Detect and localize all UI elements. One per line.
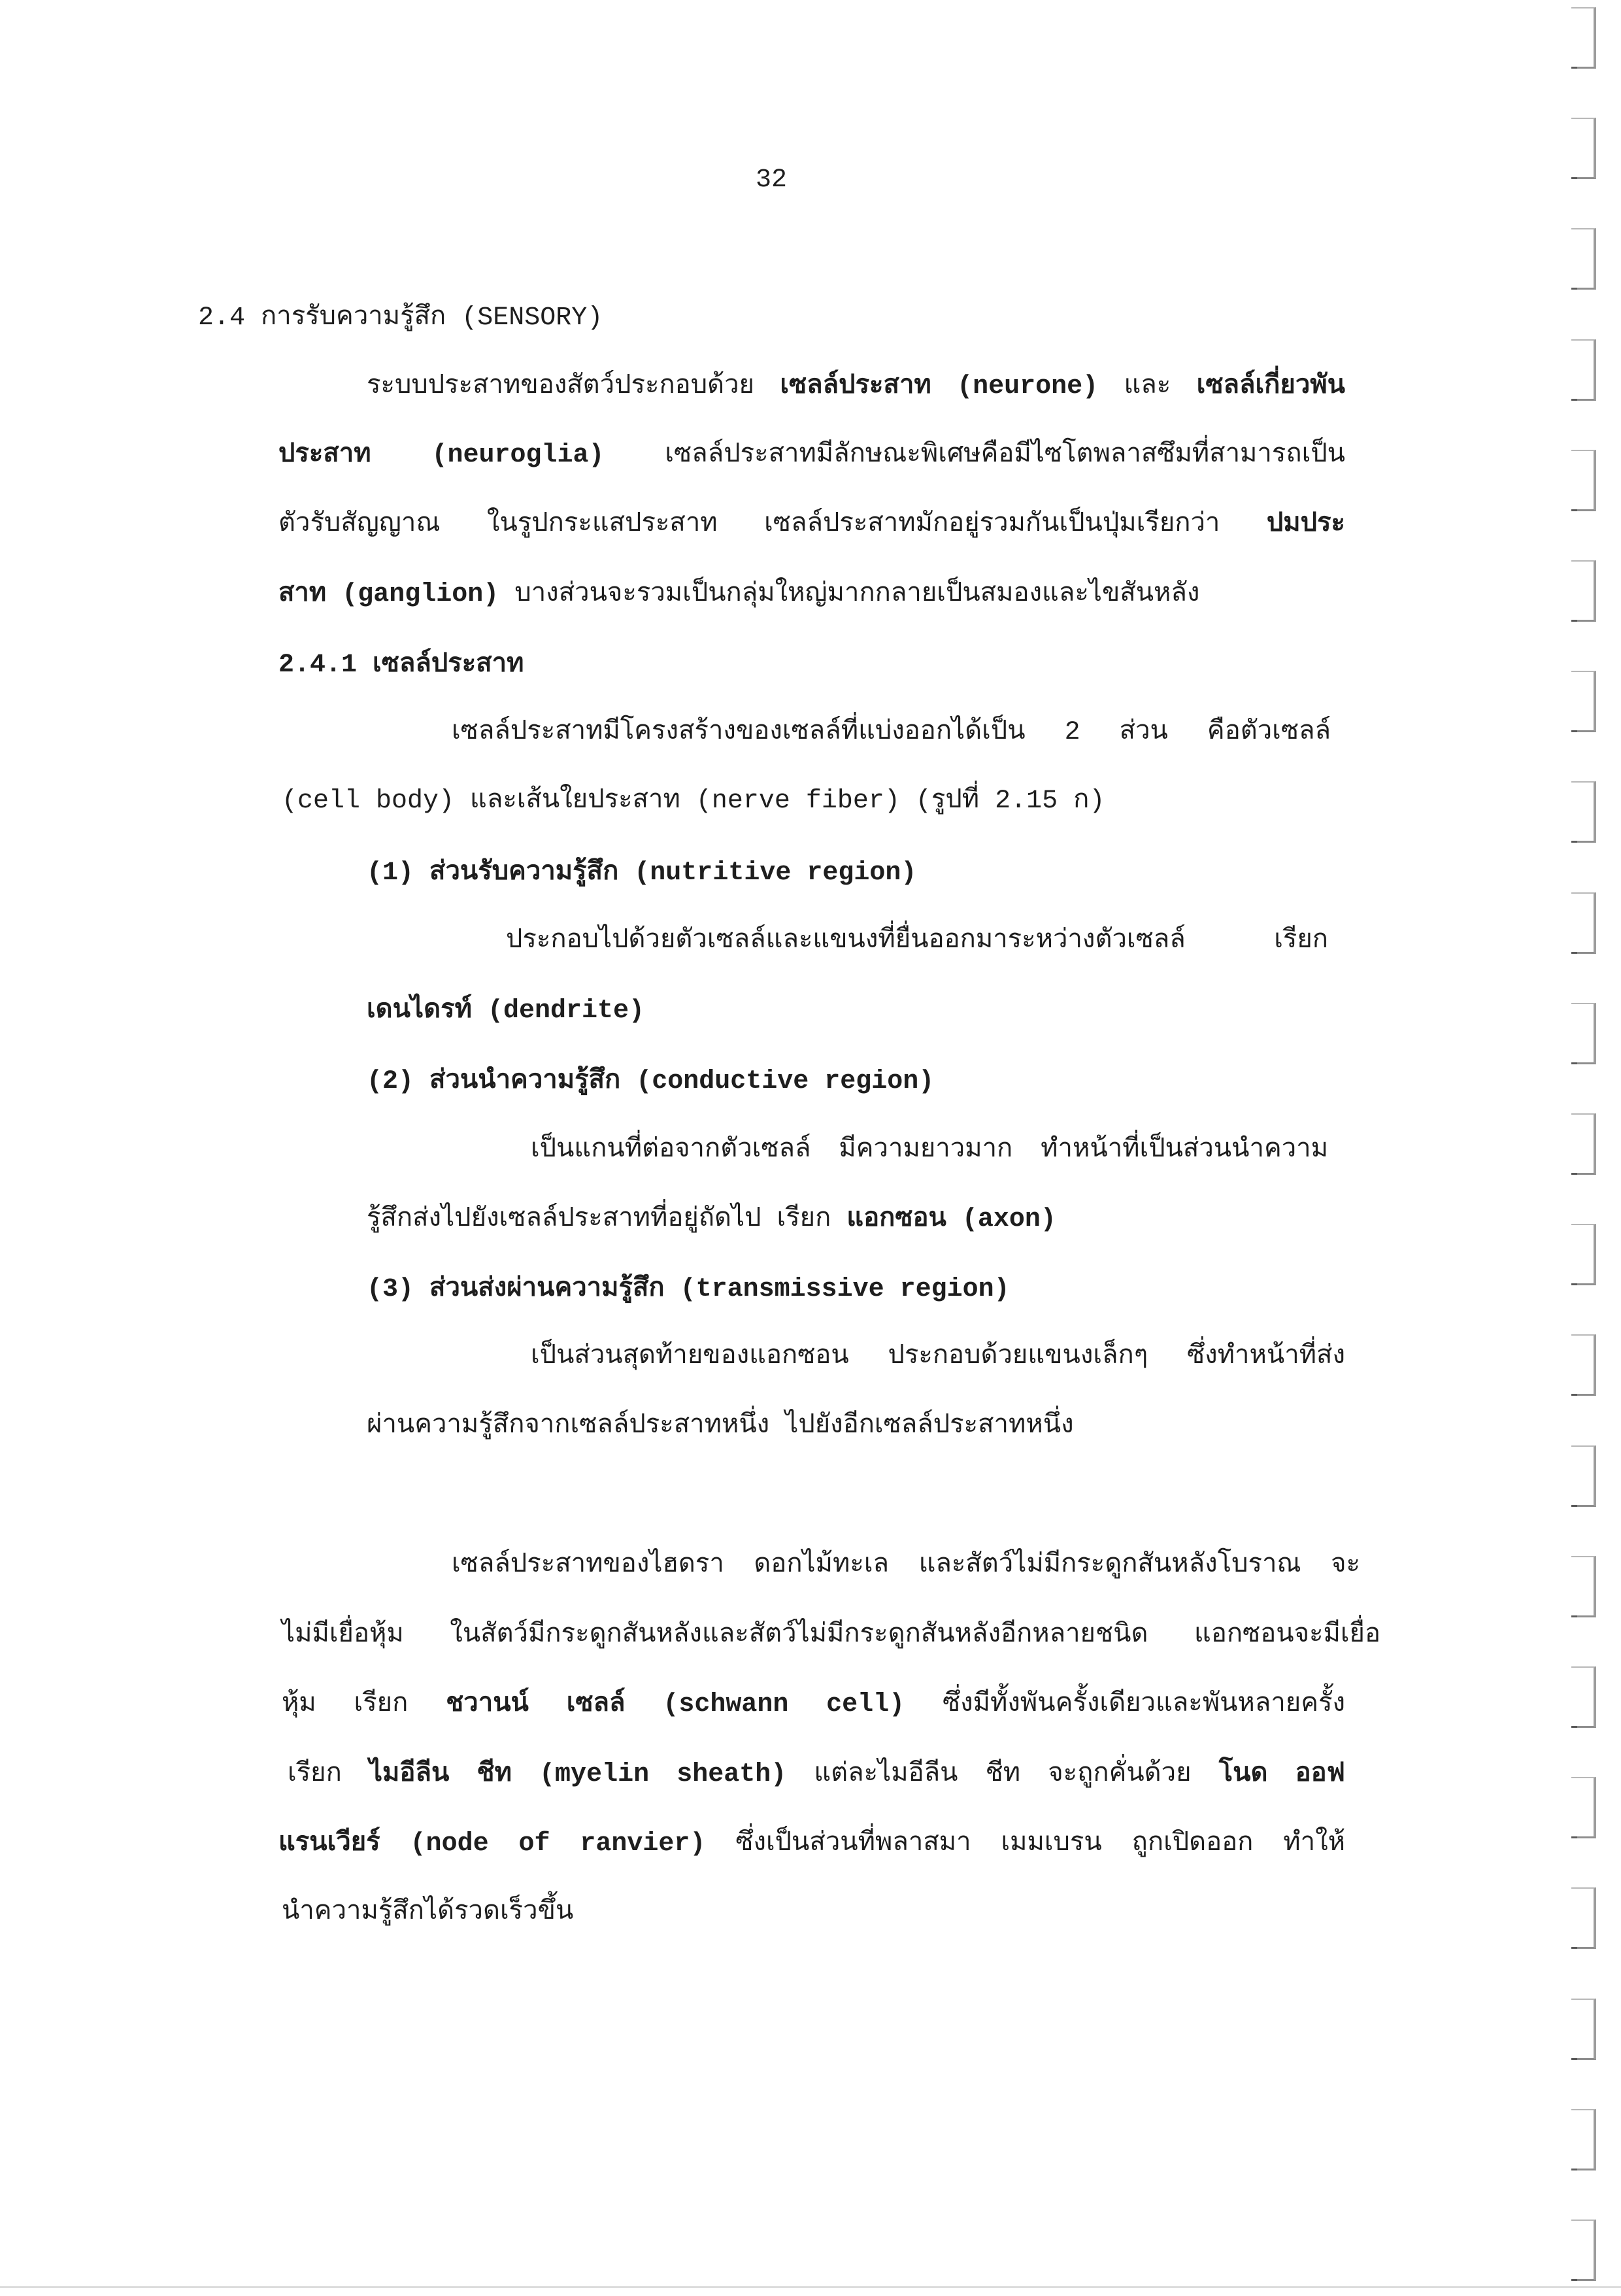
binding-hole-mark	[1571, 1777, 1596, 1838]
part-heading	[367, 853, 916, 894]
binding-hole-mark	[1571, 1999, 1596, 2060]
key-term: เซลล์เกี่ยวพัน	[1196, 372, 1345, 401]
key-term: ชวานน์ เซลล์ (schwann cell)	[446, 1690, 905, 1719]
text-line	[531, 1130, 1328, 1172]
binding-hole-mark	[1571, 1445, 1596, 1507]
body-text: รู้สึกส่งไปยังเซลล์ประสาทที่อยู่ถัดไป เรียก	[367, 1205, 831, 1234]
binding-hole-mark	[1571, 1556, 1596, 1617]
text-line	[282, 1892, 573, 1934]
text-line	[288, 1754, 1345, 1796]
body-text: แต่ละไมอีลีน ชีท จะถูกคั่นด้วย	[814, 1760, 1192, 1789]
body-text: และ	[1124, 372, 1171, 401]
body-text: หุ้ม เรียก	[282, 1690, 409, 1719]
binding-hole-mark	[1571, 781, 1596, 843]
text-line	[282, 781, 1105, 822]
page-number: 32	[755, 165, 787, 195]
binding-hole-mark	[1571, 1003, 1596, 1064]
body-text: ผ่านความรู้สึกจากเซลล์ประสาทหนึ่ง ไปยังอีกเซลล์ประสาทหนึ่ง	[367, 1411, 1074, 1441]
text-line	[452, 1545, 1360, 1587]
binding-hole-mark	[1571, 1113, 1596, 1175]
scan-edge-line	[0, 2286, 1621, 2288]
body-text: ซึ่งเป็นส่วนที่พลาสมา เมมเบรน ถูกเปิดออก ทำให้	[735, 1829, 1346, 1859]
binding-hole-mark	[1571, 1887, 1596, 1949]
part-heading	[367, 1269, 1010, 1311]
body-text: เซลล์ประสาทของไฮดรา ดอกไม้ทะเล และสัตว์ไม่มีกระดูกสันหลังโบราณ จะ	[452, 1551, 1360, 1580]
binding-hole-mark	[1571, 450, 1596, 511]
text-line	[367, 1406, 1074, 1447]
key-term: แรนเวียร์ (node of ranvier)	[278, 1829, 706, 1859]
key-term: โนด ออฟ	[1218, 1760, 1345, 1789]
key-term: เดนไดรท์ (dendrite)	[367, 996, 644, 1026]
key-term: เซลล์ประสาท (neurone)	[780, 372, 1099, 401]
part-label: (2)	[367, 1067, 414, 1096]
binding-hole-mark	[1571, 1224, 1596, 1285]
text-line	[506, 920, 1328, 962]
binding-hole-mark	[1571, 339, 1596, 401]
key-term: ประสาท (neuroglia)	[278, 441, 605, 470]
text-line	[278, 574, 1199, 616]
binding-hole-mark	[1571, 7, 1596, 69]
body-text: (cell body) และเส้นใยประสาท (nerve fiber) (รูปที่ 2.15 ก)	[282, 786, 1105, 816]
part-title: ส่วนส่งผ่านความรู้สึก (transmissive region)	[429, 1275, 1010, 1304]
text-line	[531, 1336, 1345, 1378]
body-text: เป็นส่วนสุดท้ายของแอกซอน ประกอบด้วยแขนงเล็กๆ ซึ่งทำหน้าที่ส่ง	[531, 1342, 1345, 1372]
binding-hole-mark	[1571, 228, 1596, 290]
body-text: เป็นแกนที่ต่อจากตัวเซลล์ มีความยาวมาก ทำหน้าที่เป็นส่วนนำความ	[531, 1136, 1328, 1165]
binding-hole-mark	[1571, 1334, 1596, 1396]
binding-hole-mark	[1571, 118, 1596, 179]
text-line	[282, 1684, 1345, 1726]
part-title: ส่วนรับความรู้สึก (nutritive region)	[429, 858, 917, 888]
text-line	[367, 990, 644, 1032]
body-text: บางส่วนจะรวมเป็นกลุ่มใหญ่มากกลายเป็นสมองและไขสันหลัง	[514, 580, 1200, 609]
key-term: แอกซอน (axon)	[846, 1205, 1056, 1234]
text-line	[278, 504, 1345, 546]
binding-hole-mark	[1571, 671, 1596, 732]
key-term: สาท (ganglion)	[278, 580, 499, 609]
part-label: (3)	[367, 1275, 414, 1304]
body-text: เซลล์ประสาทมีลักษณะพิเศษคือมีไซโตพลาสซึมที่สามารถเป็น	[665, 441, 1345, 470]
body-text: เรียก	[288, 1760, 342, 1789]
text-line	[367, 366, 1345, 408]
text-line	[282, 1615, 1380, 1657]
binding-hole-mark	[1571, 2109, 1596, 2170]
body-text: ซึ่งมีทั้งพันครั้งเดียวและพันหลายครั้ง	[942, 1690, 1345, 1719]
text-line	[367, 1199, 1056, 1241]
part-heading	[367, 1061, 934, 1103]
binding-hole-mark	[1571, 2220, 1596, 2281]
text-line	[452, 712, 1331, 754]
body-text: ตัวรับสัญญาณ ในรูปกระแสประสาท เซลล์ประสาทมักอยู่รวมกันเป็นปุ่มเรียกว่า	[278, 510, 1220, 539]
body-text: ประกอบไปด้วยตัวเซลล์และแขนงที่ยื่นออกมาระหว่างตัวเซลล์ เรียก	[506, 926, 1328, 956]
body-text: ระบบประสาทของสัตว์ประกอบด้วย	[367, 372, 754, 401]
body-text: เซลล์ประสาทมีโครงสร้างของเซลล์ที่แบ่งออกได้เป็น 2 ส่วน คือตัวเซลล์	[452, 718, 1331, 747]
binding-hole-mark	[1571, 560, 1596, 622]
body-text: ไม่มีเยื่อหุ้ม ในสัตว์มีกระดูกสันหลังและสัตว์ไม่มีกระดูกสันหลังอีกหลายชนิด แอกซอนจะมีเยื่อ	[282, 1621, 1380, 1650]
section-heading: 2.4 การรับความรู้สึก (SENSORY)	[198, 303, 603, 333]
part-label: (1)	[367, 858, 414, 888]
text-line	[278, 435, 1345, 477]
subsection-heading: 2.4.1 เซลล์ประสาท	[278, 650, 524, 680]
binding-hole-mark	[1571, 1666, 1596, 1728]
key-term: ปมประ	[1266, 510, 1345, 539]
body-text: นำความรู้สึกได้รวดเร็วขึ้น	[282, 1898, 574, 1927]
binding-hole-mark	[1571, 892, 1596, 954]
part-title: ส่วนนำความรู้สึก (conductive region)	[429, 1067, 935, 1096]
text-line	[278, 1823, 1345, 1865]
key-term: ไมอีลีน ชีท (myelin sheath)	[369, 1760, 787, 1789]
